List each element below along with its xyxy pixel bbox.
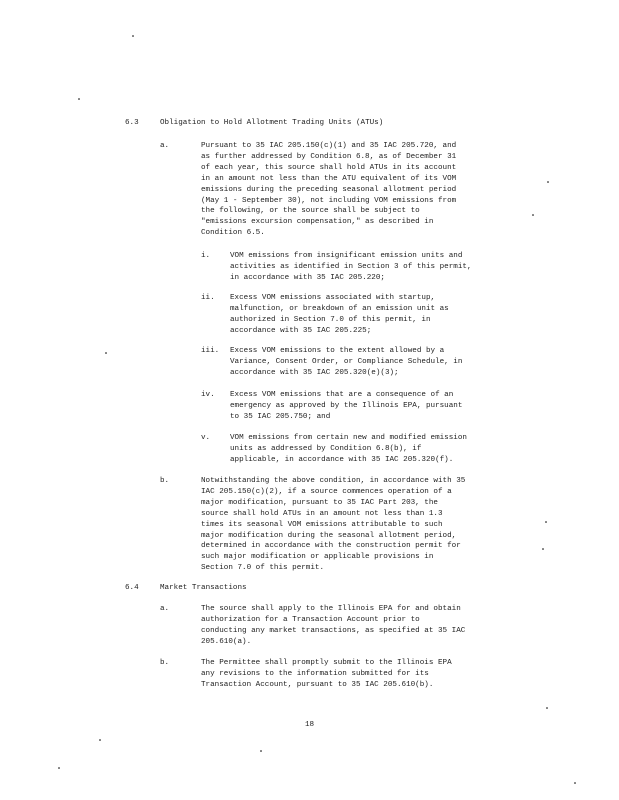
paragraph	[201, 604, 465, 648]
text-line: of each year, this source shall hold ATUs in its account	[201, 163, 457, 172]
text-line: such major modification or applicable provisions in	[201, 553, 434, 562]
text-line: applicable, in accordance with 35 IAC 205.320(f).	[230, 455, 454, 464]
text-line: malfunction, or breakdown of an emission unit as	[230, 304, 449, 313]
item-label: a.	[160, 605, 170, 613]
section-title: Market Transactions	[160, 584, 247, 592]
text-line: units as addressed by Condition 6.8(b), if	[230, 444, 422, 453]
text-line: any revisions to the information submitted for its	[201, 669, 429, 678]
text-line: in an amount not less than the ATU equivalent of its VOM	[201, 174, 457, 183]
text-line: Excess VOM emissions to the extent allowed by a	[230, 347, 445, 355]
subitem-label: ii.	[201, 294, 215, 302]
text-line: Condition 6.5.	[201, 229, 265, 238]
scan-speck	[547, 181, 549, 183]
section-title: Obligation to Hold Allotment Trading Units (ATUs)	[160, 119, 384, 127]
text-line: Section 7.0 of this permit.	[201, 564, 325, 573]
text-line: The source shall apply to the Illinois EPA for and obtain	[201, 605, 461, 613]
text-line: emissions during the preceding seasonal allotment period	[201, 185, 457, 194]
text-line: determined in accordance with the construction permit for	[201, 542, 461, 551]
scan-speck	[545, 521, 547, 523]
subparagraph	[230, 433, 467, 466]
text-line: activities as identified in Section 3 of this permit,	[230, 262, 472, 271]
scan-speck	[78, 98, 80, 100]
text-line: "emissions excursion compensation," as described in	[201, 218, 434, 227]
text-line: VOM emissions from certain new and modified emission	[230, 434, 467, 442]
section-number: 6.3	[125, 119, 139, 127]
text-line: VOM emissions from insignificant emission units and	[230, 252, 463, 260]
text-line: Notwithstanding the above condition, in accordance with 35	[201, 477, 466, 485]
text-line: IAC 205.150(c)(2), if a source commences operation of a	[201, 487, 452, 496]
scan-speck	[260, 750, 262, 752]
item-label: b.	[160, 659, 170, 667]
text-line: accordance with 35 IAC 205.225;	[230, 326, 372, 335]
scan-speck	[542, 548, 544, 550]
scan-speck	[105, 352, 107, 354]
subitem-label: v.	[201, 434, 211, 442]
subparagraph	[230, 251, 472, 284]
section-number: 6.4	[125, 584, 139, 592]
scan-speck	[532, 214, 534, 216]
text-line: 205.610(a).	[201, 637, 252, 646]
text-line: major modification, pursuant to 35 IAC Part 203, the	[201, 498, 438, 507]
scan-speck	[99, 739, 101, 741]
text-line: Excess VOM emissions associated with startup,	[230, 294, 436, 302]
text-line: Transaction Account, pursuant to 35 IAC 205.610(b).	[201, 680, 434, 689]
text-line: authorized in Section 7.0 of this permit, in	[230, 315, 431, 324]
subparagraph	[230, 293, 449, 337]
text-line: major modification during the seasonal allotment period,	[201, 531, 457, 540]
text-line: times its seasonal VOM emissions attributable to such	[201, 520, 443, 529]
subparagraph	[230, 346, 462, 379]
text-line: The Permittee shall promptly submit to the Illinois EPA	[201, 659, 452, 667]
text-line: authorization for a Transaction Account prior to	[201, 615, 420, 624]
text-line: to 35 IAC 205.750; and	[230, 412, 331, 421]
text-line: conducting any market transactions, as specified at 35 IAC	[201, 626, 466, 635]
text-line: (May 1 - September 30), not including VOM emissions from	[201, 196, 457, 205]
text-line: as further addressed by Condition 6.8, as of December 31	[201, 152, 457, 161]
scan-speck	[58, 767, 60, 769]
text-line: accordance with 35 IAC 205.320(e)(3);	[230, 368, 399, 377]
text-line: Pursuant to 35 IAC 205.150(c)(1) and 35 IAC 205.720, and	[201, 142, 457, 150]
paragraph	[201, 476, 465, 574]
subitem-label: i.	[201, 252, 211, 260]
text-line: source shall hold ATUs in an amount not less than 1.3	[201, 509, 443, 518]
text-line: Excess VOM emissions that are a consequence of an	[230, 391, 454, 399]
text-line: Variance, Consent Order, or Compliance Schedule, in	[230, 357, 463, 366]
scan-speck	[132, 35, 134, 37]
item-label: b.	[160, 477, 170, 485]
scan-speck	[574, 782, 576, 784]
paragraph	[201, 658, 452, 691]
page-number: 18	[305, 721, 315, 729]
text-line: in accordance with 35 IAC 205.220;	[230, 273, 385, 282]
text-line: emergency as approved by the Illinois EPA, pursuant	[230, 401, 463, 410]
text-line: the following, or the source shall be subject to	[201, 207, 420, 216]
scan-speck	[546, 707, 548, 709]
subitem-label: iv.	[201, 391, 215, 399]
paragraph	[201, 141, 456, 239]
item-label: a.	[160, 142, 170, 150]
subitem-label: iii.	[201, 347, 220, 355]
subparagraph	[230, 390, 462, 423]
